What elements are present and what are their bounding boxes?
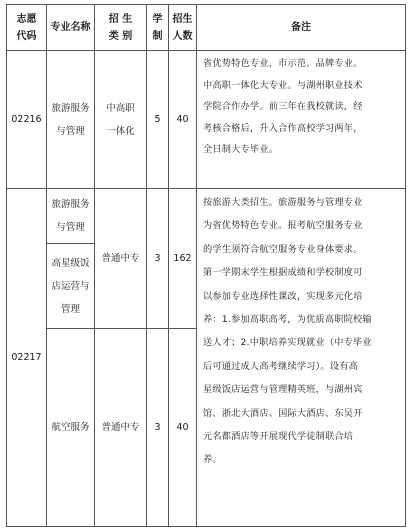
header-category-line1: 招 生 [108,13,133,25]
group-major-1-line1: 旅游服务 [51,199,90,210]
group-number-a: 162 [169,189,197,329]
enrollment-table [6,4,406,527]
header-category-line2: 类 别 [108,30,133,42]
group-category-b: 普通中专 [95,329,147,527]
note-line: 考核合格后，升入合作高校学习两年， [203,122,363,134]
note-line: 省优势特色专业，市示范、品牌专业。 [203,58,363,69]
group-number-b: 40 [169,329,197,527]
header-number-line1: 招生 [172,13,193,25]
row-number: 40 [169,51,197,189]
note-line: 以参加专业选择性课改，实现多元化培 [203,290,363,302]
header-system-line2: 制 [152,30,163,42]
header-code-line2: 代码 [16,30,37,42]
row-major [47,51,95,189]
note-line: 为省优势特色专业。报考航空服务专业 [203,220,363,232]
table-row [7,51,406,189]
header-major: 专业名称 [47,5,95,51]
row-category-line2: 一体化 [106,125,135,137]
group-major-2-line2: 店运营与 [51,280,90,292]
header-note: 备注 [197,5,406,51]
header-number [169,5,197,51]
group-major-3-line1: 航空服务 [51,422,90,433]
row-major-line2: 与管理 [56,125,85,137]
group-major-1 [47,189,95,244]
note-line: 按旅游大类招生。旅游服务与管理专业 [203,197,363,208]
group-major-3 [47,329,95,527]
note-line: 星级饭店运营与管理精英班，与湖州宾 [203,384,363,396]
header-system-line1: 学 [152,13,163,25]
group-major-1-line2: 与管理 [56,222,85,233]
group-major-2 [47,244,95,329]
group-note [197,189,406,527]
note-line: 元名都酒店等开展现代学徒制联合培 [203,431,354,443]
note-line: 养：1.参加高职高考，为优质高职院校输 [203,314,372,326]
note-line: 馆、浙北大酒店、国际大酒店、东吴开 [203,407,363,419]
note-line: 的学生须符合航空服务专业身体要求。 [203,243,363,255]
row-note [197,51,406,189]
row-major-line1: 旅游服务 [51,102,90,114]
header-system [147,5,169,51]
row-category-line1: 中高职 [106,102,135,114]
header-code-line1: 志愿 [16,13,37,25]
note-line: 养。 [203,454,222,466]
group-major-2-line3-text: 管理 [60,303,80,315]
group-major-2-line1: 高星级饭 [51,257,90,269]
header-code [7,5,47,51]
note-line: 送人才；2.中职培养实现就业（中专毕业 [203,337,372,349]
group-system-a: 3 [147,189,169,329]
group-system-b: 3 [147,329,169,527]
note-line: 全日制大专毕业。 [203,144,279,155]
note-line: 学院合作办学。前三年在我校就读，经 [203,101,363,112]
header-row [7,5,406,51]
table-row [7,189,406,244]
note-line: 第一学期末学生根据成绩和学校制度可 [203,267,363,279]
note-line: 中高职一体化大专业。与湖州职业技术 [203,79,363,91]
group-major-2-line3 [47,301,94,318]
note-line: 后可通过成人高考继续学习）。设有高 [203,360,358,372]
header-number-line2: 人数 [172,30,193,42]
row-code: 02216 [7,51,47,189]
row-system: 5 [147,51,169,189]
group-code: 02217 [7,189,47,527]
group-category-a: 普通中专 [95,189,147,329]
row-category [95,51,147,189]
header-category [95,5,147,51]
